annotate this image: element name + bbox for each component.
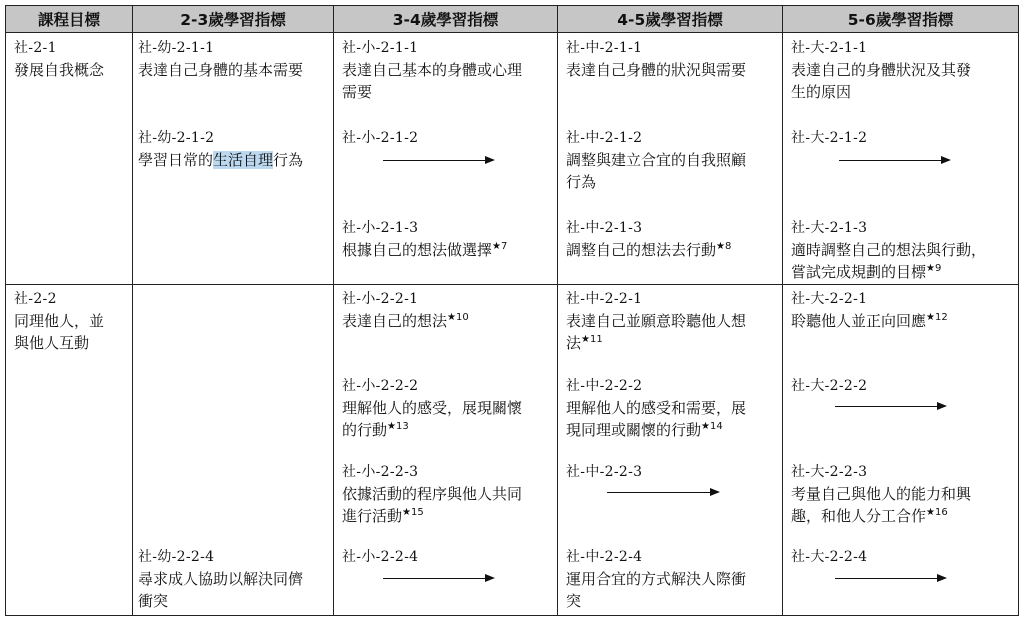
text-part: 聆聽他人並正向回應	[791, 312, 927, 330]
continuation-arrow-icon	[607, 492, 718, 493]
row-divider	[5, 284, 1019, 285]
text-part: 調整自己的想法去行動	[566, 241, 717, 259]
goal-text: 同理他人，並	[14, 312, 105, 330]
indicator-cell	[566, 37, 746, 81]
footnote-number: 11	[589, 334, 603, 345]
indicator-text: 表達自己身體的狀況與需要	[566, 61, 747, 79]
footnote-marker: ★7	[492, 241, 508, 252]
column-divider	[132, 33, 133, 616]
indicator-text: 需要	[342, 83, 373, 101]
indicator-text	[342, 310, 469, 332]
indicator-text	[342, 505, 522, 527]
indicator-text: 表達自己基本的身體或心理	[342, 61, 523, 79]
indicator-text: 表達自己並願意聆聽他人想	[566, 312, 747, 330]
text-part: 嘗試完成規劃的目標	[791, 263, 927, 281]
indicator-cell	[342, 217, 507, 261]
text-part: 進行活動	[342, 507, 403, 525]
header-goal-label: 課程目標	[37, 11, 100, 29]
indicator-cell	[566, 127, 746, 193]
continuation-arrow-icon	[383, 578, 493, 579]
footnote-marker: ★8	[716, 241, 732, 252]
indicator-cell	[791, 288, 948, 332]
table-border-bottom	[5, 615, 1019, 616]
indicator-code: 社-大-2-2-2	[791, 378, 868, 394]
footnote-marker: ★14	[701, 421, 723, 432]
text-part: 的行動	[342, 421, 388, 439]
indicator-text: 考量自己與他人的能力和興	[791, 485, 972, 503]
indicator-code: 社-小-2-1-1	[342, 40, 419, 56]
footnote-number: 9	[934, 263, 942, 274]
indicator-text: 依據活動的程序與他人共同	[342, 485, 523, 503]
indicator-code: 社-中-2-2-4	[566, 549, 643, 565]
indicator-code: 社-小-2-2-1	[342, 291, 419, 307]
indicator-cell	[791, 37, 971, 103]
footnote-marker: ★11	[581, 334, 603, 345]
goal-text: 發展自我概念	[14, 61, 105, 79]
indicator-code: 社-大-2-1-2	[791, 130, 868, 146]
header-age-3-4-label: 3-4歲學習指標	[392, 11, 499, 29]
indicator-text: 調整與建立合宜的自我照顧	[566, 151, 747, 169]
footnote-number: 16	[934, 507, 948, 518]
indicator-code: 社-大-2-2-3	[791, 464, 868, 480]
column-divider	[333, 33, 334, 616]
indicator-cell	[342, 375, 522, 441]
header-age-5-6-label: 5-6歲學習指標	[847, 11, 954, 29]
text-part: 現同理或關懷的行動	[566, 421, 702, 439]
indicator-text: 表達自己的身體狀況及其發	[791, 61, 972, 79]
indicator-text: 表達自己身體的基本需要	[138, 61, 304, 79]
indicator-text	[791, 505, 971, 527]
header-age-2-3-label: 2-3歲學習指標	[180, 11, 286, 29]
column-divider	[557, 33, 558, 616]
column-divider	[782, 33, 783, 616]
table-border-left	[5, 33, 6, 616]
continuation-arrow-icon	[835, 578, 945, 579]
footnote-marker: ★12	[926, 312, 948, 323]
indicator-code: 社-小-2-1-3	[342, 220, 419, 236]
indicator-cell	[342, 37, 522, 103]
text-part: 趣，和他人分工合作	[791, 507, 927, 525]
indicator-cell	[791, 375, 867, 397]
indicator-cell	[342, 546, 418, 568]
indicator-code: 社-中-2-2-2	[566, 378, 643, 394]
header-goal	[5, 5, 133, 33]
footnote-number: 10	[455, 312, 469, 323]
text-selection-highlight: 生活自理	[213, 151, 274, 169]
indicator-text: 生的原因	[791, 83, 852, 101]
indicator-code: 社-大-2-1-1	[791, 40, 868, 56]
indicator-text: 運用合宜的方式解決人際衝	[566, 570, 747, 588]
goal-2-2	[14, 288, 104, 354]
indicator-text	[566, 332, 746, 354]
indicator-code: 社-小-2-1-2	[342, 130, 419, 146]
footnote-marker: ★10	[447, 312, 469, 323]
indicator-code: 社-小-2-2-3	[342, 464, 419, 480]
text-part: 根據自己的想法做選擇	[342, 241, 493, 259]
indicator-cell	[566, 546, 746, 612]
indicator-cell	[566, 461, 642, 483]
indicator-text: 適時調整自己的想法與行動，	[791, 241, 987, 259]
text-part: 法	[566, 334, 582, 352]
indicator-code: 社-小-2-2-2	[342, 378, 419, 394]
goal-2-1	[14, 37, 104, 81]
indicator-text	[138, 149, 303, 171]
footnote-number: 7	[500, 241, 508, 252]
indicator-text	[342, 419, 522, 441]
indicator-cell	[342, 461, 522, 527]
indicator-text	[791, 310, 948, 332]
footnote-marker: ★16	[926, 507, 948, 518]
indicator-text	[342, 239, 507, 261]
indicator-code: 社-中-2-2-3	[566, 464, 643, 480]
continuation-arrow-icon	[383, 160, 493, 161]
indicator-cell	[138, 37, 303, 81]
indicator-text	[566, 419, 746, 441]
indicator-cell	[342, 288, 469, 332]
indicator-code: 社-幼-2-1-2	[138, 130, 215, 146]
indicator-cell	[791, 546, 867, 568]
indicator-code: 社-小-2-2-4	[342, 549, 419, 565]
text-part: 學習日常的	[138, 151, 214, 169]
indicator-text: 尋求成人協助以解決同儕	[138, 570, 304, 588]
goal-code: 社-2-2	[14, 291, 57, 307]
indicator-cell	[566, 375, 746, 441]
indicator-cell	[138, 127, 303, 171]
indicator-cell	[566, 217, 731, 261]
header-age-4-5-label: 4-5歲學習指標	[617, 11, 723, 29]
header-age-4-5	[557, 5, 783, 33]
header-age-3-4	[333, 5, 558, 33]
indicator-code: 社-中-2-1-2	[566, 130, 643, 146]
footnote-number: 8	[724, 241, 732, 252]
header-age-2-3	[132, 5, 334, 33]
footnote-number: 15	[410, 507, 424, 518]
indicator-cell	[342, 127, 418, 149]
indicator-code: 社-幼-2-2-4	[138, 549, 215, 565]
indicator-cell	[791, 127, 867, 149]
continuation-arrow-icon	[839, 160, 949, 161]
indicator-code: 社-中-2-1-3	[566, 220, 643, 236]
indicator-cell	[138, 546, 303, 612]
footnote-number: 14	[709, 421, 723, 432]
indicator-code: 社-大-2-2-1	[791, 291, 868, 307]
continuation-arrow-icon	[835, 406, 945, 407]
indicator-text: 行為	[566, 173, 597, 191]
text-part: 行為	[273, 151, 304, 169]
indicator-text: 衝突	[138, 592, 169, 610]
indicator-code: 社-大-2-2-4	[791, 549, 868, 565]
indicator-text: 理解他人的感受，展現關懷	[342, 399, 523, 417]
goal-code: 社-2-1	[14, 40, 57, 56]
indicator-cell	[791, 461, 971, 527]
footnote-number: 13	[395, 421, 409, 432]
footnote-number: 12	[934, 312, 948, 323]
goal-text: 與他人互動	[14, 334, 90, 352]
text-part: 表達自己的想法	[342, 312, 448, 330]
indicator-text	[791, 261, 986, 283]
indicator-code: 社-大-2-1-3	[791, 220, 868, 236]
indicator-cell	[566, 288, 746, 354]
indicator-code: 社-幼-2-1-1	[138, 40, 215, 56]
footnote-marker: ★13	[387, 421, 409, 432]
indicator-text: 理解他人的感受和需要，展	[566, 399, 747, 417]
header-age-5-6	[782, 5, 1019, 33]
indicator-text: 突	[566, 592, 582, 610]
indicator-code: 社-中-2-2-1	[566, 291, 643, 307]
indicator-text	[566, 239, 731, 261]
indicator-code: 社-中-2-1-1	[566, 40, 643, 56]
indicator-cell	[791, 217, 986, 283]
footnote-marker: ★15	[402, 507, 424, 518]
footnote-marker: ★9	[926, 263, 942, 274]
table-border-right	[1018, 33, 1019, 616]
curriculum-table	[5, 5, 1019, 617]
